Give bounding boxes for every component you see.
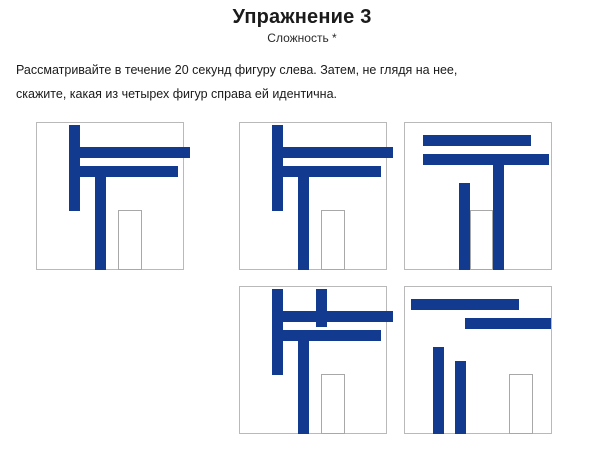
vertical-tall-bar-left (272, 289, 283, 375)
figure-option-1[interactable] (239, 122, 387, 270)
horizontal-bar-lower (465, 318, 551, 329)
horizontal-bar-upper (283, 147, 393, 158)
figure-option-4[interactable] (404, 286, 552, 434)
hollow-rectangle (470, 210, 493, 270)
horizontal-bar-upper (411, 299, 519, 310)
figure-target (36, 122, 184, 270)
hollow-rectangle (509, 374, 533, 434)
vertical-bar-right (493, 165, 504, 270)
vertical-bar-center (459, 183, 470, 270)
horizontal-bar-upper (283, 311, 393, 322)
vertical-bar-center (298, 341, 309, 434)
vertical-bar-center (95, 177, 106, 270)
hollow-rectangle (118, 210, 142, 270)
horizontal-bar-lower (283, 166, 381, 177)
vertical-tall-bar-left (69, 125, 80, 211)
page-title: Упражнение 3 (232, 6, 372, 28)
horizontal-bar-upper (80, 147, 190, 158)
horizontal-bar-lower (423, 154, 549, 165)
hollow-rectangle (321, 210, 345, 270)
vertical-bar-center (298, 177, 309, 270)
vertical-tall-bar-left (272, 125, 283, 211)
hollow-rectangle (321, 374, 345, 434)
vertical-bar-short (455, 361, 466, 434)
horizontal-bar-lower (283, 330, 381, 341)
figure-option-3[interactable] (239, 286, 387, 434)
instruction-line-1: Рассматривайте в течение 20 секунд фигуру слева. Затем, не глядя на нее, (16, 63, 458, 77)
instruction-line-2: скажите, какая из четырех фигур справа ей идентична. (16, 87, 337, 101)
figure-option-2[interactable] (404, 122, 552, 270)
horizontal-bar-upper (423, 135, 531, 146)
vertical-bar-left (433, 347, 444, 434)
difficulty-label: Сложность * (267, 31, 337, 45)
horizontal-bar-lower (80, 166, 178, 177)
